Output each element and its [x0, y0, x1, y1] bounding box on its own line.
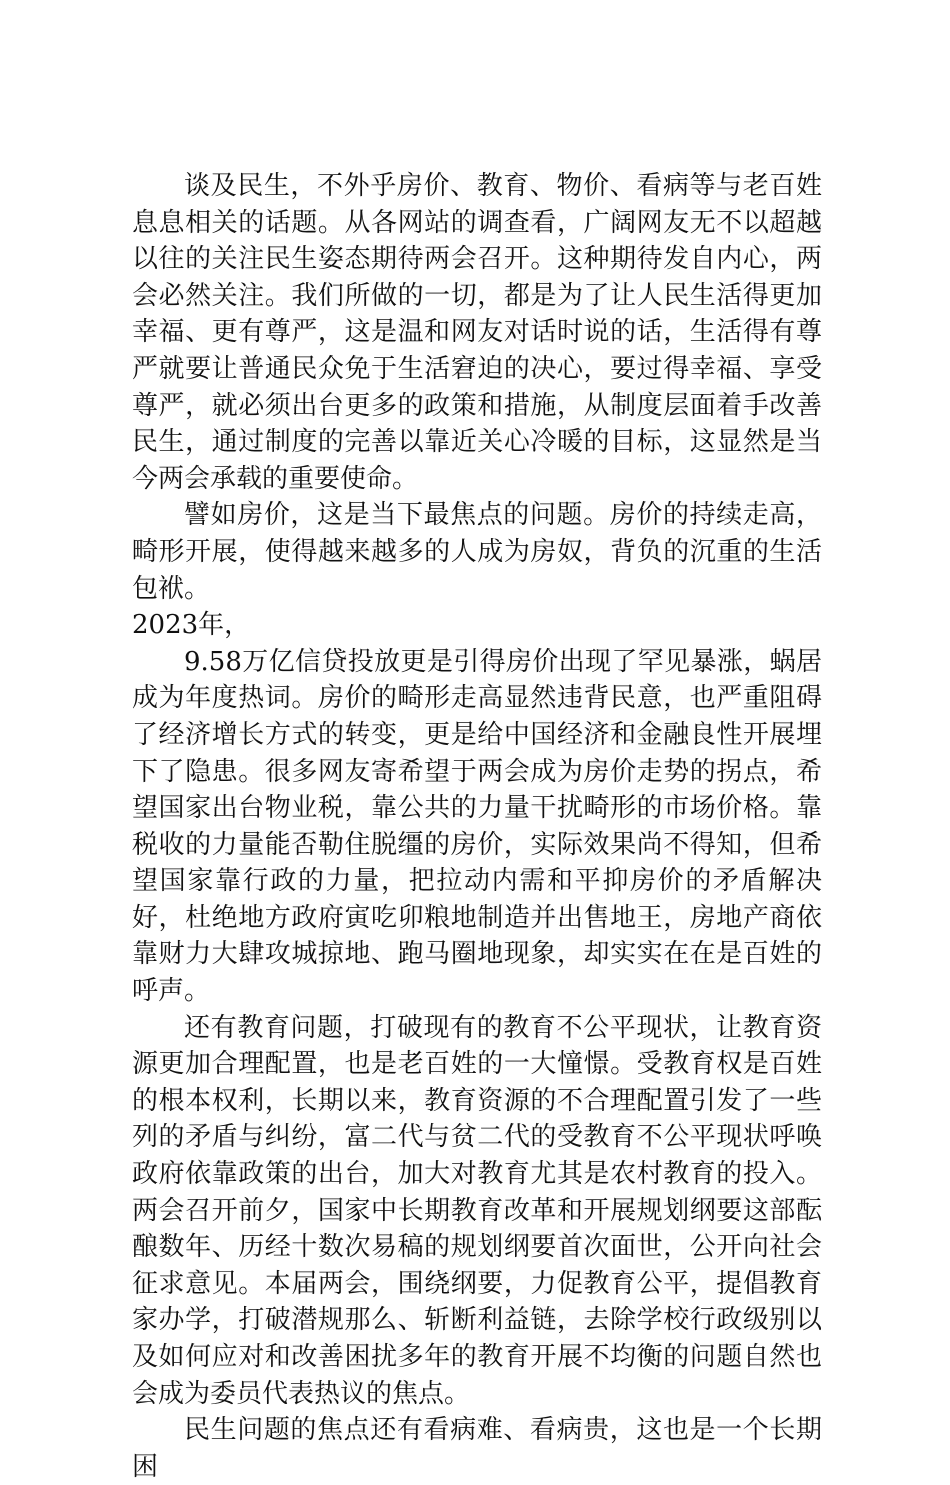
document-body	[132, 168, 822, 1485]
paragraph-credit: 9.58万亿信贷投放更是引得房价出现了罕见暴涨，蜗居成为年度热词。房价的畸形走高显然违背民意，也严重阻碍了经济增长方式的转变，更是给中国经济和金融良性开展埋下了隐患。很多网友寄希望于两会成为房价走势的拐点，希望国家出台物业税，靠公共的力量干扰畸形的市场价格。靠税收的力量能否勒住脱缰的房价，实际效果尚不得知，但希望国家靠行政的力量，把拉动内需和平抑房价的矛盾解决好，杜绝地方政府寅吃卯粮地制造并出售地王，房地产商依靠财力大肆攻城掠地、跑马圈地现象，却实实在在是百姓的呼声。	[132, 646, 822, 1007]
paragraph-year: 2023年，	[132, 610, 251, 641]
paragraph-healthcare: 民生问题的焦点还有看病难、看病贵，这也是一个长期困	[132, 1415, 822, 1482]
paragraph-education: 还有教育问题，打破现有的教育不公平现状，让教育资源更加合理配置，也是老百姓的一大憧憬。受教育权是百姓的根本权利，长期以来，教育资源的不合理配置引发了一些列的矛盾与纠纷，富二代与贫二代的受教育不公平现状呼唤政府依靠政策的出台，加大对教育尤其是农村教育的投入。两会召开前夕，国家中长期教育改革和开展规划纲要这部酝酿数年、历经十数次易稿的规划纲要首次面世，公开向社会征求意见。本届两会，围绕纲要，力促教育公平，提倡教育家办学，打破潜规那么、斩断利益链，去除学校行政级别以及如何应对和改善困扰多年的教育开展不均衡的问题自然也会成为委员代表热议的焦点。	[132, 1012, 822, 1409]
paragraph-housing: 譬如房价，这是当下最焦点的问题。房价的持续走高，畸形开展，使得越来越多的人成为房奴，背负的沉重的生活包袱。	[132, 500, 822, 604]
paragraph-intro: 谈及民生，不外乎房价、教育、物价、看病等与老百姓息息相关的话题。从各网站的调查看，广阔网友无不以超越以往的关注民生姿态期待两会召开。这种期待发自内心，两会必然关注。我们所做的一切，都是为了让人民生活得更加幸福、更有尊严，这是温和网友对话时说的话，生活得有尊严就要让普通民众免于生活窘迫的决心，要过得幸福、享受尊严，就必须出台更多的政策和措施，从制度层面着手改善民生，通过制度的完善以靠近关心冷暖的目标，这显然是当今两会承载的重要使命。	[132, 171, 822, 494]
